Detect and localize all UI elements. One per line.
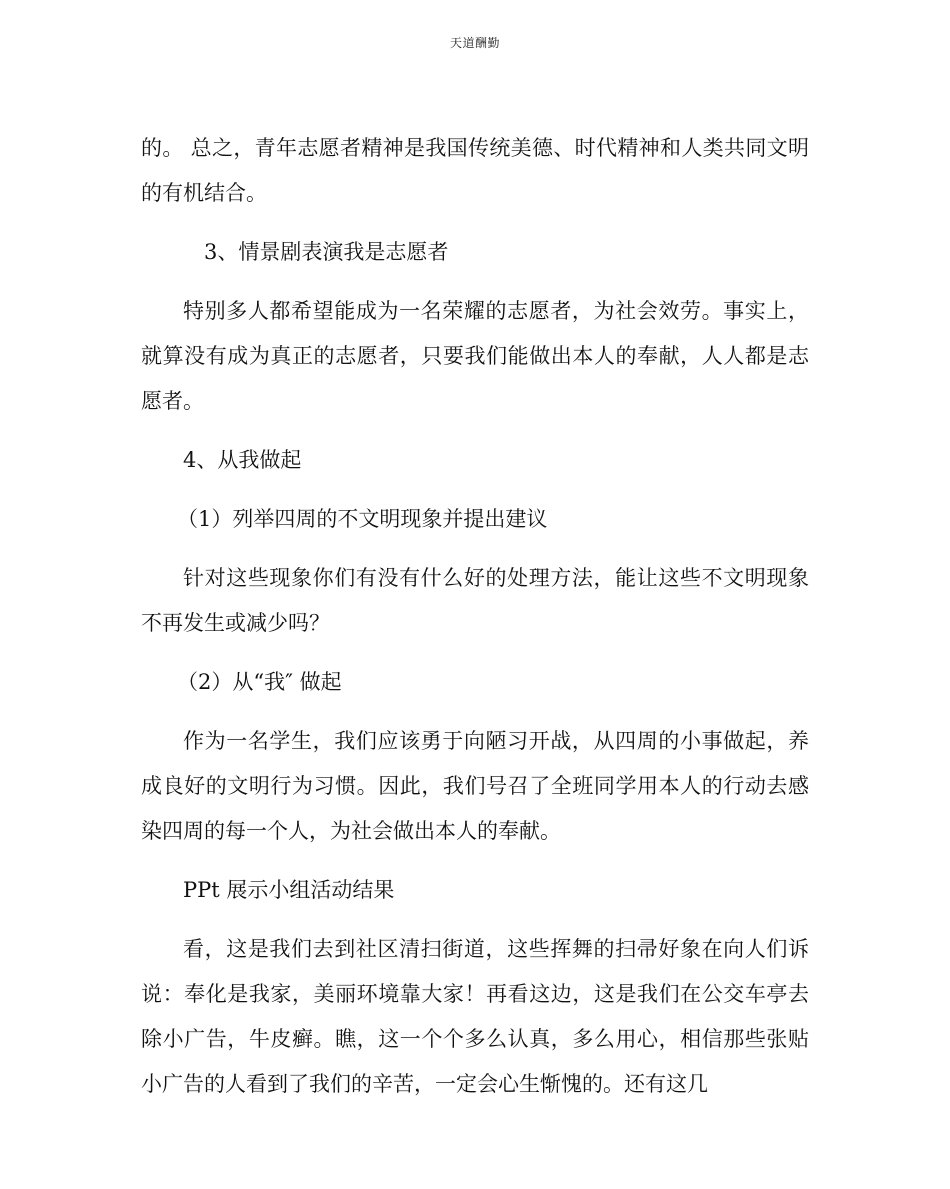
subheading-2: （2）从“我″ 做起 [177, 670, 342, 694]
paragraph-conclusion: 的。 总之，青年志愿者精神是我国传统美德、时代精神和人类共同文明的有机结合。 [141, 136, 809, 205]
section-heading-4: 4、从我做起 [183, 448, 302, 472]
paragraph-solutions: 针对这些现象你们有没有什么好的处理方法，能让这些不文明现象不再发生或减少吗？ [141, 566, 809, 635]
subheading-1: （1）列举四周的不文明现象并提出建议 [177, 507, 548, 531]
paragraph-volunteer: 特别多人都希望能成为一名荣耀的志愿者，为社会效劳。事实上，就算没有成为真正的志愿者，只要我们能做出本人的奉献，人人都是志愿者。 [141, 299, 809, 413]
document-body [141, 126, 809, 1107]
page-header: 天道酬勤 [449, 36, 500, 50]
paragraph-ppt: PPt 展示小组活动结果 [183, 878, 395, 902]
paragraph-activity: 看，这是我们去到社区清扫街道，这些挥舞的扫帚好象在向人们诉说：奉化是我家，美丽环境靠大家！再看这边，这是我们在公交车亭去除小广告，牛皮癣。瞧，这一个个多么认真，多么用心，相信那些张贴小广告的人看到了我们的辛苦，一定会心生惭愧的。还有这几 [141, 937, 809, 1096]
section-heading-3: 3、情景剧表演我是志愿者 [204, 240, 449, 264]
paragraph-student: 作为一名学生，我们应该勇于向陋习开战，从四周的小事做起，养成良好的文明行为习惯。因此，我们号召了全班同学用本人的行动去感染四周的每一个人，为社会做出本人的奉献。 [141, 729, 809, 843]
